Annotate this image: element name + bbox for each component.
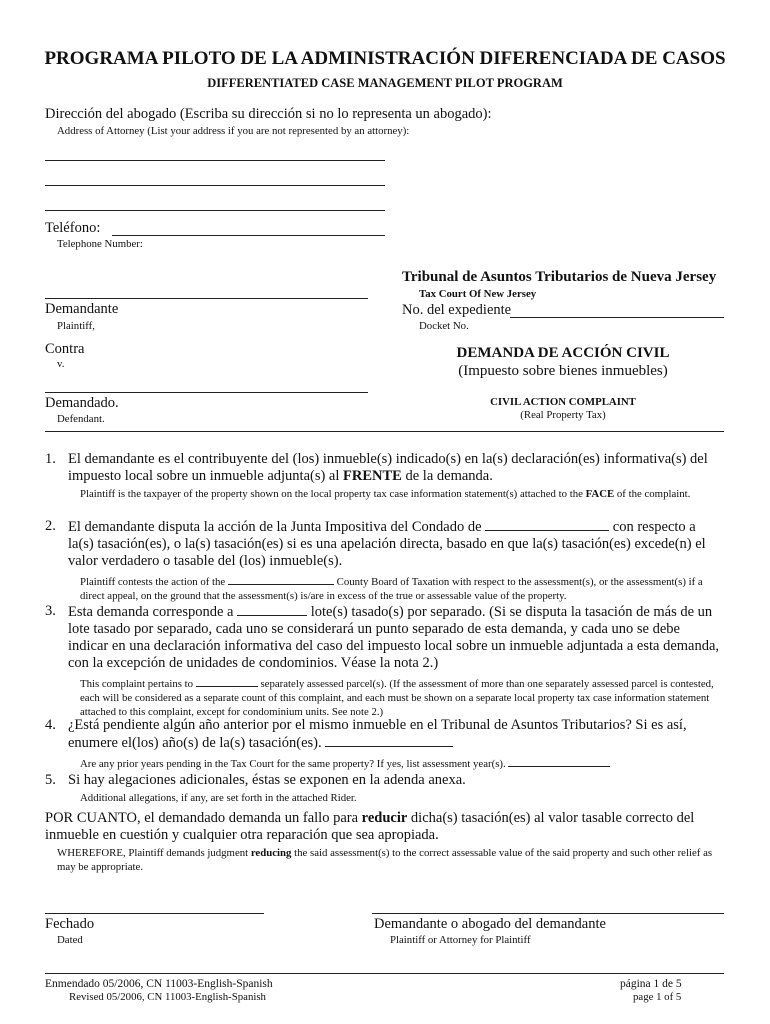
item-2 <box>68 518 723 603</box>
telephone-label: Teléfono: <box>45 220 101 236</box>
signer-label-en: Plaintiff or Attorney for Plaintiff <box>390 934 531 946</box>
item-2-text: El demandante disputa la acción de la Junta Impositiva del Condado de con respecto a la(s) tasación(es), o la(s) tasación(es) si es una apelación directa, basado en que la(s) tasación(es) excede(n) el valor verdadero o tasable del (los) inmueble(s). <box>68 519 706 569</box>
item-5-number: 5. <box>45 772 56 788</box>
prior-years-blank[interactable] <box>325 734 453 747</box>
plaintiff-label: Demandante <box>45 301 119 317</box>
address-line-1[interactable] <box>45 160 385 161</box>
caption-divider <box>45 431 724 432</box>
item-1-text: El demandante es el contribuyente del (los) inmueble(s) indicado(s) en la(s) declaración(es) informativa(s) del impuesto local sobre un inmueble adjunta(s) al FRENTE de la demanda. <box>68 451 708 484</box>
prior-years-blank-en[interactable] <box>508 754 610 767</box>
footer-page-number: página 1 de 5 <box>620 978 682 990</box>
item-4-text: ¿Está pendiente algún año anterior por el mismo inmueble en el Tribunal de Asuntos Tributarios? Si es así, enumere el(los) año(s) de la(s) tasación(es). <box>68 717 687 751</box>
date-line[interactable] <box>45 913 264 914</box>
telephone-label-en: Telephone Number: <box>57 238 143 250</box>
defendant-label-en: Defendant. <box>57 413 105 425</box>
item-4-text-en: Are any prior years pending in the Tax Court for the same property? If yes, list assessment year(s). <box>68 754 723 771</box>
attorney-address-label: Dirección del abogado (Escriba su dirección si no lo representa un abogado): <box>45 106 492 122</box>
item-1 <box>68 451 723 501</box>
item-5 <box>68 772 723 805</box>
item-3 <box>68 603 723 719</box>
wherefore-clause <box>45 810 724 874</box>
item-3-text-en: This complaint pertains to separately assessed parcel(s). (If the assessment of more than one separately assessed parcel is contested, each will be considered as a separate count of this complaint, and each must be shown on a separate local property tax case information statement attached to this complaint, except for condominium units. See note 2.) <box>68 674 723 719</box>
item-3-text: Esta demanda corresponde a lote(s) tasado(s) por separado. (Si se disputa la tasación de más de un lote tasado por separado, cada uno se considerará un punto separado de esta demanda, y cada uno se debe indicar en una declaración informativa del caso del impuesto local sobre un inmueble adjuntada a esta demanda, con la excepción de unidades de condominios. Véase la nota 2.) <box>68 604 720 671</box>
county-blank[interactable] <box>485 518 609 531</box>
item-1-text-en: Plaintiff is the taxpayer of the property shown on the local property tax case information statement(s) attached to the FACE of the complaint. <box>80 488 691 500</box>
footer-revision: Enmendado 05/2006, CN 11003-English-Spanish <box>45 978 273 990</box>
title-english: DIFFERENTIATED CASE MANAGEMENT PILOT PROGRAM <box>207 76 563 90</box>
item-1-number: 1. <box>45 451 56 467</box>
footer-revision-en: Revised 05/2006, CN 11003-English-Spanish <box>69 991 266 1003</box>
dated-label: Fechado <box>45 916 95 932</box>
versus-label: Contra <box>45 341 85 357</box>
item-3-number: 3. <box>45 603 56 619</box>
address-line-2[interactable] <box>45 185 385 186</box>
title-spanish: PROGRAMA PILOTO DE LA ADMINISTRACIÓN DIFERENCIADA DE CASOS <box>44 48 726 69</box>
item-5-text: Si hay alegaciones adicionales, éstas se exponen en la adenda anexa. <box>68 772 466 788</box>
docket-label: No. del expediente <box>402 302 512 318</box>
dated-label-en: Dated <box>57 934 83 946</box>
item-4 <box>68 717 723 771</box>
docket-label-en: Docket No. <box>419 320 469 332</box>
wherefore-text: POR CUANTO, el demandado demanda un fallo para reducir dicha(s) tasación(es) al valor tasable correcto del inmueble en cuestión y cualquier otra reparación que sea apropiada. <box>45 810 695 843</box>
footer-page-number-en: page 1 of 5 <box>633 991 682 1003</box>
parcel-count-blank[interactable] <box>237 603 307 616</box>
parcel-count-blank-en[interactable] <box>196 674 258 687</box>
court-name: Tribunal de Asuntos Tributarios de Nueva Jersey <box>402 269 717 285</box>
county-blank-en[interactable] <box>228 572 334 585</box>
complaint-title-en: CIVIL ACTION COMPLAINT <box>490 396 636 408</box>
item-4-number: 4. <box>45 717 56 733</box>
item-5-text-en: Additional allegations, if any, are set forth in the attached Rider. <box>80 792 357 804</box>
court-name-en: Tax Court Of New Jersey <box>419 288 537 300</box>
docket-number-line[interactable] <box>510 317 724 318</box>
item-2-number: 2. <box>45 518 56 534</box>
attorney-address-label-en: Address of Attorney (List your address if you are not represented by an attorney): <box>57 125 410 137</box>
signature-line[interactable] <box>372 913 724 914</box>
versus-label-en: v. <box>57 358 65 370</box>
item-2-text-en: Plaintiff contests the action of the County Board of Taxation with respect to the assessment(s), or the assessment(s) if a direct appeal, on the ground that the assessment(s) is/are in excess of the true or assessable value of the property. <box>68 572 723 603</box>
complaint-subtitle: (Impuesto sobre bienes inmuebles) <box>458 363 668 379</box>
footer-divider <box>45 973 724 974</box>
wherefore-text-en: WHEREFORE, Plaintiff demands judgment reducing the said assessment(s) to the correct assessable value of the said property and such other relief as may be appropriate. <box>57 847 713 873</box>
defendant-name-line[interactable] <box>45 392 368 393</box>
defendant-label: Demandado. <box>45 395 119 411</box>
complaint-subtitle-en: (Real Property Tax) <box>520 409 606 421</box>
plaintiff-label-en: Plaintiff, <box>57 320 95 332</box>
telephone-line[interactable] <box>112 235 385 236</box>
complaint-title: DEMANDA DE ACCIÓN CIVIL <box>456 345 670 361</box>
address-line-3[interactable] <box>45 210 385 211</box>
plaintiff-name-line[interactable] <box>45 298 368 299</box>
signer-label: Demandante o abogado del demandante <box>374 916 606 932</box>
